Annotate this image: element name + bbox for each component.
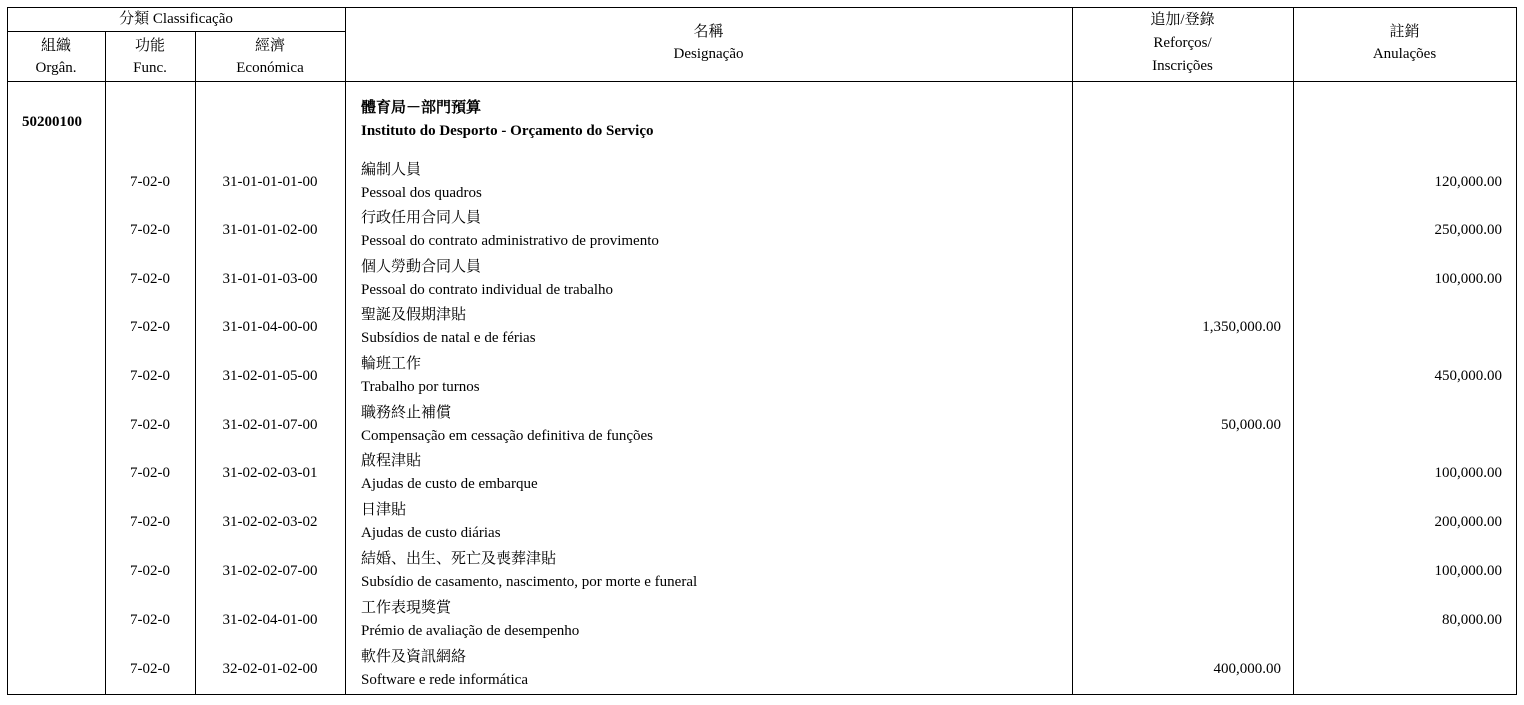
- func-code: 7-02-0: [130, 417, 170, 433]
- func-code: 7-02-0: [130, 174, 170, 190]
- designation-zh: 啟程津貼: [361, 453, 422, 469]
- func-code: 7-02-0: [130, 563, 170, 579]
- reforcos-anulacoes-divider: [1293, 7, 1294, 695]
- econ-code: 31-01-04-00-00: [222, 319, 318, 335]
- header-bottom-border: [7, 81, 1517, 82]
- anulacoes-value: 200,000.00: [1434, 514, 1502, 530]
- desig-header-pt: Designação: [673, 46, 744, 62]
- anulacoes-value: 250,000.00: [1434, 222, 1502, 238]
- anulacoes-value: 450,000.00: [1434, 368, 1502, 384]
- reforcos-header-pt1: Reforços/: [1153, 35, 1212, 51]
- designation-zh: 行政任用合同人員: [361, 210, 482, 226]
- reforcos-value: 1,350,000.00: [1202, 319, 1281, 335]
- econ-code: 31-01-01-02-00: [222, 222, 318, 238]
- reforcos-value: 400,000.00: [1213, 661, 1281, 677]
- func-code: 7-02-0: [130, 514, 170, 530]
- designation-pt: Pessoal dos quadros: [361, 185, 482, 201]
- econ-code: 31-02-01-07-00: [222, 417, 318, 433]
- section-title-pt: Instituto do Desporto - Orçamento do Serviço: [361, 123, 654, 139]
- reforcos-header-zh: 追加/登錄: [1150, 12, 1215, 28]
- econ-code: 32-02-01-02-00: [222, 661, 318, 677]
- classification-divider: [7, 31, 345, 32]
- desig-reforcos-divider: [1072, 7, 1073, 695]
- anulacoes-header-pt: Anulações: [1372, 46, 1437, 62]
- func-code: 7-02-0: [130, 222, 170, 238]
- designation-pt: Subsídio de casamento, nascimento, por morte e funeral: [361, 574, 698, 590]
- desig-header-zh: 名稱: [693, 24, 724, 40]
- designation-pt: Subsídios de natal e de férias: [361, 330, 536, 346]
- designation-zh: 輪班工作: [361, 356, 422, 372]
- table-left-border: [7, 7, 8, 695]
- func-code: 7-02-0: [130, 319, 170, 335]
- designation-zh: 結婚、出生、死亡及喪葬津貼: [361, 551, 557, 567]
- designation-zh: 軟件及資訊網絡: [361, 649, 467, 665]
- econ-code: 31-02-01-05-00: [222, 368, 318, 384]
- designation-pt: Trabalho por turnos: [361, 379, 480, 395]
- econ-code: 31-02-02-03-02: [222, 514, 318, 530]
- designation-zh: 工作表現獎賞: [361, 600, 452, 616]
- econ-header-zh: 經濟: [254, 38, 285, 54]
- classification-header: 分類 Classificação: [119, 11, 233, 27]
- econ-code: 31-01-01-03-00: [222, 271, 318, 287]
- designation-pt: Pessoal do contrato individual de trabalho: [361, 282, 614, 298]
- designation-pt: Ajudas de custo diárias: [361, 525, 501, 541]
- organ-header-pt: Orgân.: [35, 60, 77, 76]
- econ-code: 31-02-04-01-00: [222, 612, 318, 628]
- designation-pt: Compensação em cessação definitiva de funções: [361, 428, 653, 444]
- organ-header-zh: 組織: [40, 38, 71, 54]
- anulacoes-value: 100,000.00: [1434, 563, 1502, 579]
- reforcos-value: 50,000.00: [1221, 417, 1281, 433]
- reforcos-header-pt2: Inscrições: [1152, 58, 1213, 74]
- designation-zh: 日津貼: [361, 502, 407, 518]
- econ-header-pt: Económica: [236, 60, 304, 76]
- func-code: 7-02-0: [130, 465, 170, 481]
- table-right-border: [1516, 7, 1517, 695]
- organ-func-divider: [105, 31, 106, 695]
- section-title-zh: 體育局－部門預算: [361, 100, 482, 116]
- designation-zh: 聖誕及假期津貼: [361, 307, 467, 323]
- anulacoes-value: 100,000.00: [1434, 271, 1502, 287]
- func-header-pt: Func.: [133, 60, 167, 76]
- anulacoes-value: 120,000.00: [1434, 174, 1502, 190]
- organ-code: 50200100: [22, 114, 82, 130]
- econ-code: 31-02-02-03-01: [222, 465, 318, 481]
- econ-code: 31-02-02-07-00: [222, 563, 318, 579]
- func-code: 7-02-0: [130, 271, 170, 287]
- anulacoes-value: 100,000.00: [1434, 465, 1502, 481]
- designation-pt: Software e rede informática: [361, 672, 528, 688]
- table-bottom-border: [7, 694, 1517, 695]
- designation-zh: 個人勞動合同人員: [361, 259, 482, 275]
- func-code: 7-02-0: [130, 368, 170, 384]
- designation-pt: Ajudas de custo de embarque: [361, 476, 538, 492]
- func-header-zh: 功能: [134, 38, 165, 54]
- econ-code: 31-01-01-01-00: [222, 174, 318, 190]
- designation-zh: 編制人員: [361, 162, 422, 178]
- designation-pt: Pessoal do contrato administrativo de provimento: [361, 233, 659, 249]
- func-code: 7-02-0: [130, 612, 170, 628]
- anulacoes-header-zh: 註銷: [1389, 24, 1420, 40]
- designation-zh: 職務終止補償: [361, 405, 452, 421]
- anulacoes-value: 80,000.00: [1442, 612, 1502, 628]
- func-econ-divider: [195, 31, 196, 695]
- func-code: 7-02-0: [130, 661, 170, 677]
- econ-desig-divider: [345, 7, 346, 695]
- designation-pt: Prémio de avaliação de desempenho: [361, 623, 580, 639]
